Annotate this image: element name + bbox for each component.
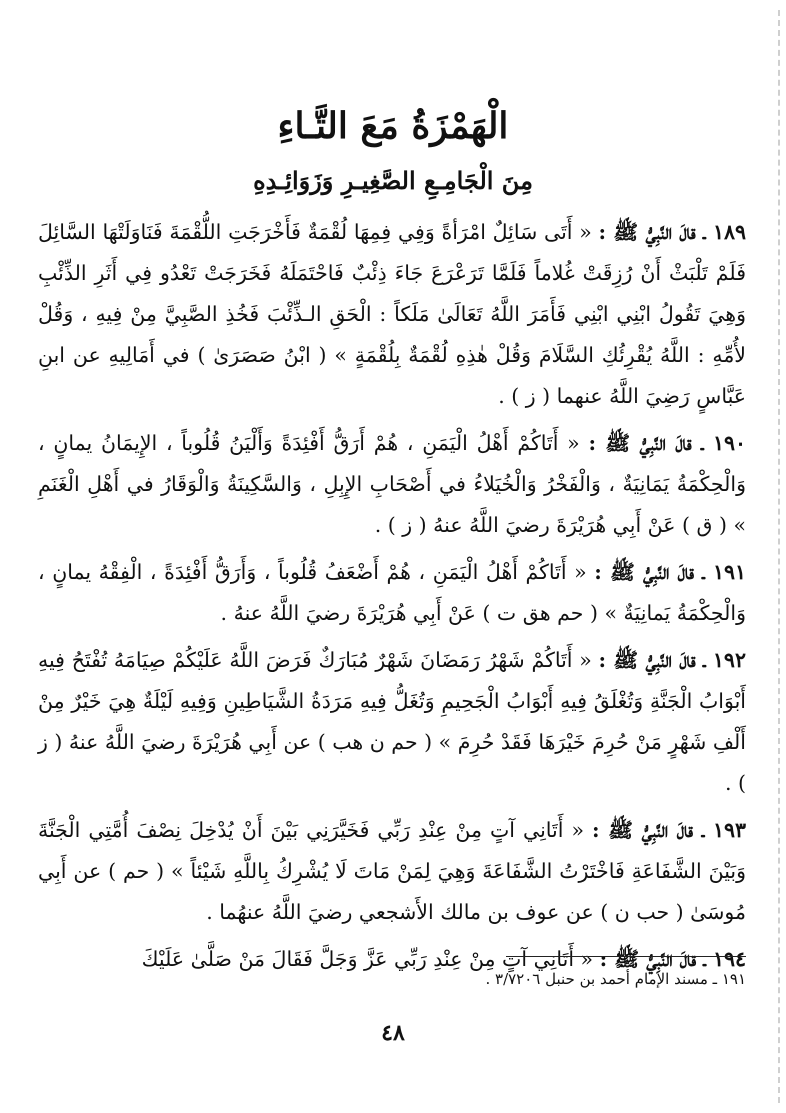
- hadith-heading: ١٩٤ ـ قالَ النَّبِيُّ ﷺ :: [599, 947, 746, 971]
- hadith-heading: ١٩٠ ـ قالَ النَّبِيُّ ﷺ :: [588, 431, 746, 455]
- hadith-text: « أَتَى سَائِلٌ امْرَأةً وَفِي فِمِهَا لُقْمَةٌ فَأَخْرَجَتِ اللُّقْمَةَ فَنَاوَلَتْهَا السَّائِلَ فَلَمْ تَلْبَثْ أَنْ رُزِقَتْ غُلاماً فَلَمَّا تَرَعْرَعَ جَاءَ ذِئْبٌ فَاحْتَمَلَهُ فَخَرَجَتْ تَعْدُو فِي أَثَرِ الذِّئْبِ وَهِيَ تَقُولُ ابْنِي ابْنِي فَأَمَرَ اللَّهُ تَعَالَىٰ مَلَكاً : الْحَقِ الـذِّئْبَ فَخُذِ الصَّبِيَّ مِنْ فِيهِ ، وَقُلْ لأُمِّهِ : اللَّهُ يُقْرِئُكِ السَّلَامَ وَقُلْ هٰذِهِ لُقْمَةٌ بِلُقْمَةٍ » ( ابْنُ صَصَرَىٰ ) في أَمَالِيهِ عن ابنِ عَبَّاسٍ رَضِيَ اللَّهُ عنهما ( ز ) .: [38, 220, 746, 408]
- hadith-text: « أَتَاكُمْ أَهْلُ الْيَمَنِ ، هُمْ أَضْعَفُ قُلُوباً ، وَأَرَقُّ أَفْئِدَةً ، الْفِقْهُ يمانٍ ، وَالْحِكْمَةُ يَمانِيَةٌ » ( حم هق ت ) عَنْ أَبِي هُرَيْرَةَ رضيَ اللَّهُ عنهُ .: [38, 560, 746, 625]
- page-number: ٤٨: [381, 1020, 405, 1046]
- hadith-text: « أَتَاكُمْ شَهْرُ رَمَضَانَ شَهْرٌ مُبَارَكٌ فَرَضَ اللَّهُ عَلَيْكُمْ صِيَامَهُ تُفْتَحُ فِيهِ أَبْوَابُ الْجَنَّةِ وَتُغْلَقُ فِيهِ أَبْوَابُ الْجَحِيمِ وَتُغَلُّ فِيهِ مَرَدَةُ الشَّيَاطِينِ وَفِيهِ لَيْلَةٌ هِيَ خَيْرٌ مِنْ أَلْفِ شَهْرٍ مَنْ حُرِمَ خَيْرَهَا فَقَدْ حُرِمَ » ( حم ن هب ) عن أَبِي هُرَيْرَةَ رضيَ اللَّهُ عنهُ ( ز ) .: [38, 648, 746, 795]
- hadith-191: [38, 552, 746, 634]
- hadith-text: « أَتَانِي آتٍ مِنْ عِنْدِ رَبِّي فَخَيَّرَنِي بَيْنَ أَنْ يُدْخِلَ نِصْفَ أُمَّتِي الْجَنَّةَ وَبَيْنَ الشَّفَاعَةِ فَاخْتَرْتُ الشَّفَاعَةَ وَهِيَ لِمَنْ مَاتَ لَا يُشْرِكُ بِاللَّهِ شَيْئاً » ( حم ) عن أَبِي مُوسَىٰ ( حب ن ) عن عوف بن مالك الأَشجعي رضيَ اللَّهُ عنهُما .: [38, 818, 746, 924]
- hadith-text: « أَتَانِي آتٍ مِنْ عِنْدِ رَبِّي عَزَّ وَجَلَّ فَقَالَ مَنْ صَلَّىٰ عَلَيْكَ: [141, 947, 594, 971]
- hadith-heading: ١٩١ ـ قالَ النَّبِيُّ ﷺ :: [594, 560, 746, 584]
- hadith-190: [38, 423, 746, 546]
- hadith-192: [38, 640, 746, 804]
- chapter-subtitle: مِنَ الْجَامِـعِ الصَّغِيـرِ وَزَوَائِـدِهِ: [253, 166, 533, 195]
- chapter-title: الْهَمْزَةُ مَعَ التَّـاءِ: [277, 105, 509, 147]
- hadith-heading: ١٩٢ ـ قالَ النَّبِيُّ ﷺ :: [598, 648, 746, 672]
- hadith-189: [38, 212, 746, 417]
- footnote: ١٩١ ـ مسند الإمام أحمد بن حنبل ٣/٧٢٠٦ .: [485, 970, 746, 988]
- footnote-divider: [506, 956, 746, 957]
- hadith-heading: ١٩٣ ـ قالَ النَّبِيُّ ﷺ :: [592, 818, 746, 842]
- hadith-text: « أَتَاكُمْ أَهْلُ الْيَمَنِ ، هُمْ أَرَقُّ أَفْئِدَةً وَأَلْيَنُ قُلُوباً ، الإِيمَانُ يمانٍ ، وَالْحِكْمَةُ يَمَانِيَةٌ ، وَالْفَخْرُ وَالْخُيَلاءُ في أَصْحَابِ الإِبِلِ ، وَالسَّكِينَةُ وَالْوَقَارُ في أَهْلِ الْغَنَمِ » ( ق ) عَنْ أَبِي هُرَيْرَةَ رضيَ اللَّهُ عنهُ ( ز ) .: [38, 431, 746, 537]
- hadith-heading: ١٨٩ ـ قالَ النَّبِيُّ ﷺ :: [598, 220, 746, 244]
- hadith-list: [38, 212, 746, 986]
- hadith-193: [38, 810, 746, 933]
